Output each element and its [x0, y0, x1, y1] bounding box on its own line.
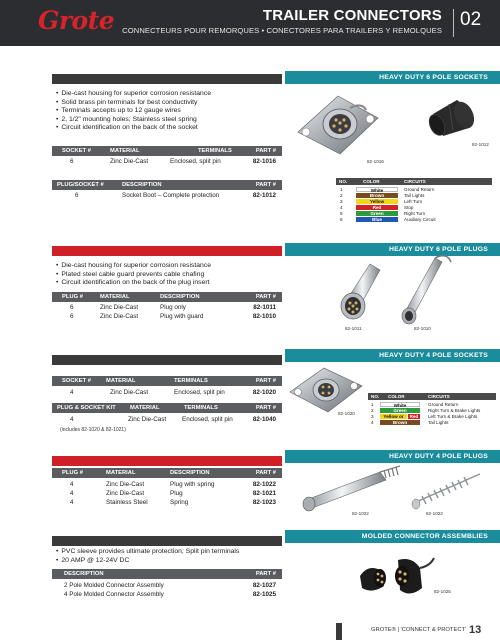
table-row: 6 Zinc Die-Cast Plug only 82-1011: [70, 304, 276, 311]
color-swatch: Yellow or: [380, 414, 407, 419]
feature-item: • Plated steel cable guard prevents cable chafing: [56, 271, 211, 280]
table-row: 6 Zinc Die-Cast Plug with guard 82-1010: [70, 313, 276, 320]
section-number: 02: [460, 9, 482, 30]
table-row: 2 Pole Molded Connector Assembly 82-1027: [64, 582, 276, 589]
table-row: 4 Zinc Die-Cast Enclosed, split pin 82-1040: [70, 416, 276, 423]
color-swatch: Brown: [356, 193, 398, 198]
legend-header: NO. COLOR CIRCUITS: [368, 393, 496, 400]
table-header: [52, 180, 282, 190]
molded-connector-image: [350, 546, 436, 606]
feature-item: • Terminals accepts up to 12 gauge wires: [56, 107, 211, 116]
color-swatch: Brown: [380, 420, 420, 425]
feature-item: • Solid brass pin terminals for best conductivity: [56, 99, 211, 108]
legend-row: 1 White Ground Return: [371, 401, 459, 408]
page-header: [0, 0, 500, 46]
legend-row: 3 Yellow Left Turn: [340, 198, 423, 204]
section-bar-dark: [52, 355, 282, 365]
page-subtitle: CONNECTEURS POUR REMORQUES • CONECTORES PARA TRAILERS Y REMOLQUES: [122, 26, 442, 35]
stainless-spring-image: [410, 466, 490, 510]
banner-6pole-plugs: HEAVY DUTY 6 POLE PLUGS: [285, 243, 500, 256]
legend-row: 4 Brown Tail Lights: [371, 419, 449, 425]
col-description: DESCRIPTION: [122, 182, 162, 188]
col-part: PART #: [255, 148, 276, 154]
col-terminals: TERMINALS: [198, 148, 232, 154]
section-bar-red: [52, 246, 282, 256]
part-caption: 82-1022: [352, 511, 369, 516]
color-swatch: White: [380, 402, 420, 407]
6-pole-plug-guard-image: [395, 252, 455, 328]
color-swatch: Red: [409, 413, 419, 419]
page-title: TRAILER CONNECTORS: [262, 7, 442, 24]
table-header: PLUG # MATERIAL DESCRIPTION PART #: [52, 468, 282, 478]
color-swatch: Green: [356, 211, 398, 216]
feature-item: • 2, 1/2" mounting holes; Stainless steel spring: [56, 116, 211, 125]
features-6pole-plugs: [56, 262, 211, 288]
table-header: DESCRIPTION PART #: [52, 569, 282, 579]
kit-note: (includes 82-1020 & 82-1021): [60, 427, 126, 433]
table-row: 6 Zinc Die-Cast Enclosed, split pin 82-1016: [70, 158, 276, 165]
part-caption: 82-1020: [338, 411, 355, 416]
feature-item: • Circuit identification on the back of the socket: [56, 124, 211, 133]
features-6pole-sockets: [56, 90, 211, 133]
part-caption: 82-1012: [472, 142, 489, 147]
col-part: PART #: [255, 182, 276, 188]
legend-header: NO. COLOR CIRCUITS: [336, 178, 492, 185]
table-header: PLUG & SOCKET KIT MATERIAL TERMINALS PART #: [52, 403, 282, 413]
4-pole-plug-spring-image: [300, 462, 410, 512]
legend-row: 3 Yellow or Red Left Turn & Brake Lights: [371, 413, 478, 419]
table-row: 6 Socket Boot – Complete protection 82-1012: [75, 192, 276, 199]
part-caption: 82-1025: [434, 589, 451, 594]
table-row: 4 Zinc Die-Cast Enclosed, split pin 82-1020: [70, 389, 276, 396]
feature-item: • 20 AMP @ 12-24V DC: [56, 557, 239, 566]
col-material: MATERIAL: [110, 148, 140, 154]
6-pole-plug-image: [330, 258, 390, 328]
header-divider: [453, 9, 454, 37]
page-number: 13: [469, 624, 482, 636]
section-bar-red: [52, 456, 282, 466]
legend-row: 2 Brown Tail Lights: [340, 192, 425, 198]
socket-boot-image: [425, 92, 485, 142]
feature-item: • Circuit identification on the back of the plug insert: [56, 279, 211, 288]
color-swatch: Red: [356, 205, 398, 210]
banner-molded-assemblies: MOLDED CONNECTOR ASSEMBLIES: [285, 530, 500, 543]
col-plug-socket: PLUG/SOCKET #: [57, 182, 104, 188]
feature-item: • Die-cast housing for superior corrosion resistance: [56, 262, 211, 271]
part-caption: 82-1010: [414, 326, 431, 331]
banner-4pole-plugs: HEAVY DUTY 4 POLE PLUGS: [285, 450, 500, 463]
legend-row: 5 Green Right Turn: [340, 210, 426, 216]
legend-row: 1 White Ground Return: [340, 186, 435, 193]
6-pole-socket-image: [290, 88, 385, 160]
circuit-legend-6pole: [336, 178, 492, 224]
circuit-legend-4pole: [368, 393, 496, 426]
feature-item: • PVC sleeve provides ultimate protection; Split pin terminals: [56, 548, 239, 557]
color-swatch: Blue: [356, 217, 398, 222]
legend-row: 6 Blue Auxiliary Circuit: [340, 216, 436, 222]
banner-6pole-sockets: HEAVY DUTY 6 POLE SOCKETS: [285, 71, 500, 84]
table-row: 4 Pole Molded Connector Assembly 82-1025: [64, 591, 276, 598]
section-bar-dark: [52, 74, 282, 84]
color-swatch: Yellow: [356, 199, 398, 204]
color-swatch: White: [356, 187, 398, 192]
table-header: PLUG # MATERIAL DESCRIPTION PART #: [52, 292, 282, 302]
grote-logo: Grote: [38, 6, 115, 35]
footer-bar: [336, 623, 342, 640]
feature-item: • Die-cast housing for superior corrosion resistance: [56, 90, 211, 99]
legend-row: 4 Red Stop: [340, 204, 414, 210]
footer-tagline: GROTE® | 'CONNECT & PROTECT': [371, 627, 467, 633]
banner-4pole-sockets: HEAVY DUTY 4 POLE SOCKETS: [285, 349, 500, 362]
table-row: 4 Stainless Steel Spring 82-1023: [70, 499, 276, 506]
legend-row: 2 Green Right Turn & Brake Lights: [371, 407, 481, 413]
part-caption: 82-1023: [426, 511, 443, 516]
table-row: 4 Zinc Die-Cast Plug with spring 82-1022: [70, 481, 276, 488]
page-footer: [336, 623, 500, 640]
col-socket: SOCKET #: [62, 148, 91, 154]
part-caption: 82-1016: [367, 159, 384, 164]
table-header: [52, 146, 282, 156]
table-row: 4 Zinc Die-Cast Plug 82-1021: [70, 490, 276, 497]
4-pole-socket-image: [286, 364, 366, 416]
features-molded: [56, 548, 239, 565]
section-bar-dark: [52, 536, 282, 546]
table-header: SOCKET # MATERIAL TERMINALS PART #: [52, 376, 282, 386]
part-caption: 82-1011: [345, 326, 362, 331]
color-swatch: Green: [380, 408, 420, 413]
